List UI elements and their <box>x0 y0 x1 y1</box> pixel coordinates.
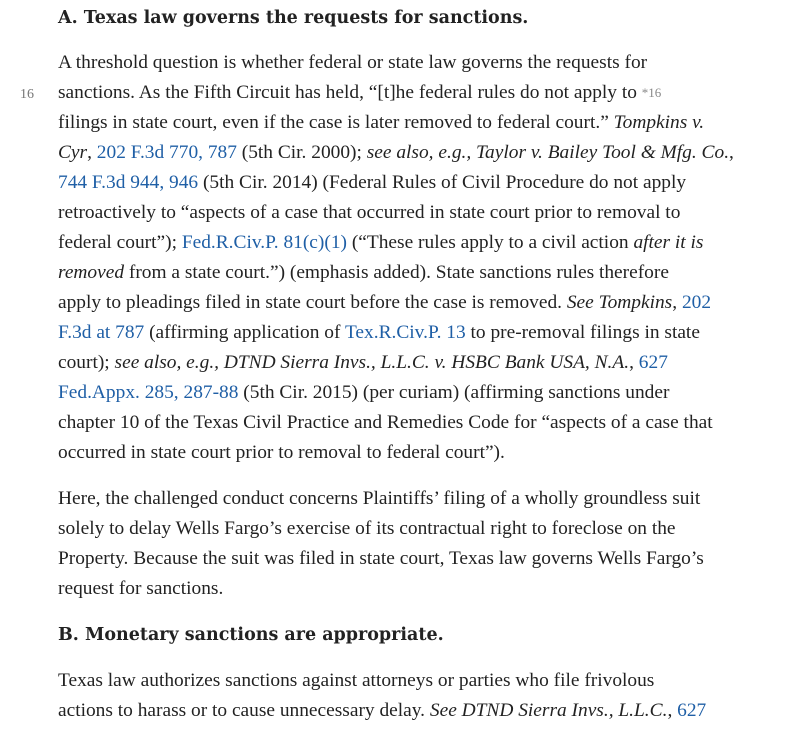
margin-page-number: 16 <box>20 87 34 102</box>
text-line <box>58 168 798 198</box>
text-segment: (5th Cir. 2000); <box>236 142 367 163</box>
citation-link-tompkins-short[interactable]: 202 <box>681 292 712 313</box>
citation-link-dtnd[interactable]: 627 <box>677 700 707 721</box>
text-segment: (affirming application of <box>144 322 345 343</box>
text-line: Property. Because the suit was filed in state court, Texas law governs Wells Fargo’s <box>58 548 704 569</box>
text-segment: from a state court.”) (emphasis added). State sanctions rules therefore <box>124 262 669 283</box>
text-segment: federal court”); <box>58 232 182 253</box>
text-line: Texas law authorizes sanctions against attorneys or parties who file frivolous <box>58 670 655 691</box>
text-segment: , <box>667 700 678 721</box>
case-name: See DTND Sierra Invs., L.L.C. <box>429 700 668 721</box>
text-segment: apply to pleadings filed in state court before the case is removed. <box>58 292 567 313</box>
section-a-paragraph-2 <box>58 484 798 604</box>
text-segment: , <box>629 352 639 373</box>
text-line <box>58 228 798 258</box>
text-line <box>58 138 798 168</box>
text-line: request for sanctions. <box>58 578 224 599</box>
section-a-heading: A. Texas law governs the requests for sanctions. <box>58 8 529 28</box>
text-segment: filings in state court, even if the case is later removed to federal court.” <box>58 112 614 133</box>
citation-link-tompkins[interactable]: 202 F.3d 770, 787 <box>96 142 237 163</box>
section-a-paragraph-1 <box>58 48 798 468</box>
text-segment: court); <box>58 352 115 373</box>
case-name: see also, e.g., Taylor v. Bailey Tool & Mfg. Co. <box>366 142 730 163</box>
text-segment: , <box>672 292 682 313</box>
text-segment: (“These rules apply to a civil action <box>346 232 634 253</box>
citation-link-tompkins-short[interactable]: F.3d at 787 <box>58 322 145 343</box>
citation-link-trcp-13[interactable]: Tex.R.Civ.P. 13 <box>344 322 466 343</box>
text-line: A threshold question is whether federal or state law governs the requests for <box>58 52 648 73</box>
case-name: Tompkins v. <box>613 112 705 133</box>
citation-link-dtnd[interactable]: 627 <box>638 352 668 373</box>
citation-link-dtnd[interactable]: Fed.Appx. 285, 287-88 <box>58 382 239 403</box>
text-segment: , <box>729 142 734 163</box>
text-line <box>58 288 798 318</box>
text-line: retroactively to “aspects of a case that occurred in state court prior to removal to <box>58 202 681 223</box>
case-name: See Tompkins <box>566 292 673 313</box>
text-segment: to pre-removal filings in state <box>465 322 700 343</box>
text-line: occurred in state court prior to removal to federal court”). <box>58 442 505 463</box>
text-line: Here, the challenged conduct concerns Plaintiffs’ filing of a wholly groundless suit <box>58 488 701 509</box>
section-b-paragraph-1 <box>58 666 798 726</box>
citation-link-taylor[interactable]: 744 F.3d 944, 946 <box>58 172 199 193</box>
case-name: Cyr <box>58 142 88 163</box>
text-line <box>58 78 798 108</box>
text-line <box>58 378 798 408</box>
text-segment: (5th Cir. 2015) (per curiam) (affirming sanctions under <box>238 382 670 403</box>
text-segment: (5th Cir. 2014) (Federal Rules of Civil Procedure do not apply <box>198 172 687 193</box>
emphasis-text: after it is <box>633 232 704 253</box>
star-page-marker: *16 <box>641 85 662 100</box>
text-line: chapter 10 of the Texas Civil Practice and Remedies Code for “aspects of a case that <box>58 412 713 433</box>
text-segment: sanctions. As the Fifth Circuit has held, “[t]he federal rules do not apply to <box>58 82 637 103</box>
text-line <box>58 318 798 348</box>
text-line <box>58 348 798 378</box>
text-line <box>58 696 798 726</box>
emphasis-text: removed <box>58 262 125 283</box>
text-segment: , <box>87 142 97 163</box>
text-line <box>58 258 798 288</box>
text-segment: actions to harass or to cause unnecessary delay. <box>58 700 430 721</box>
text-line <box>58 108 798 138</box>
section-b-heading: B. Monetary sanctions are appropriate. <box>58 625 444 645</box>
citation-link-frcp-81[interactable]: Fed.R.Civ.P. 81(c)(1) <box>181 232 347 253</box>
case-name: see also, e.g., DTND Sierra Invs., L.L.C. v. HSBC Bank USA, N.A. <box>114 352 630 373</box>
text-line: solely to delay Wells Fargo’s exercise of its contractual right to foreclose on the <box>58 518 676 539</box>
